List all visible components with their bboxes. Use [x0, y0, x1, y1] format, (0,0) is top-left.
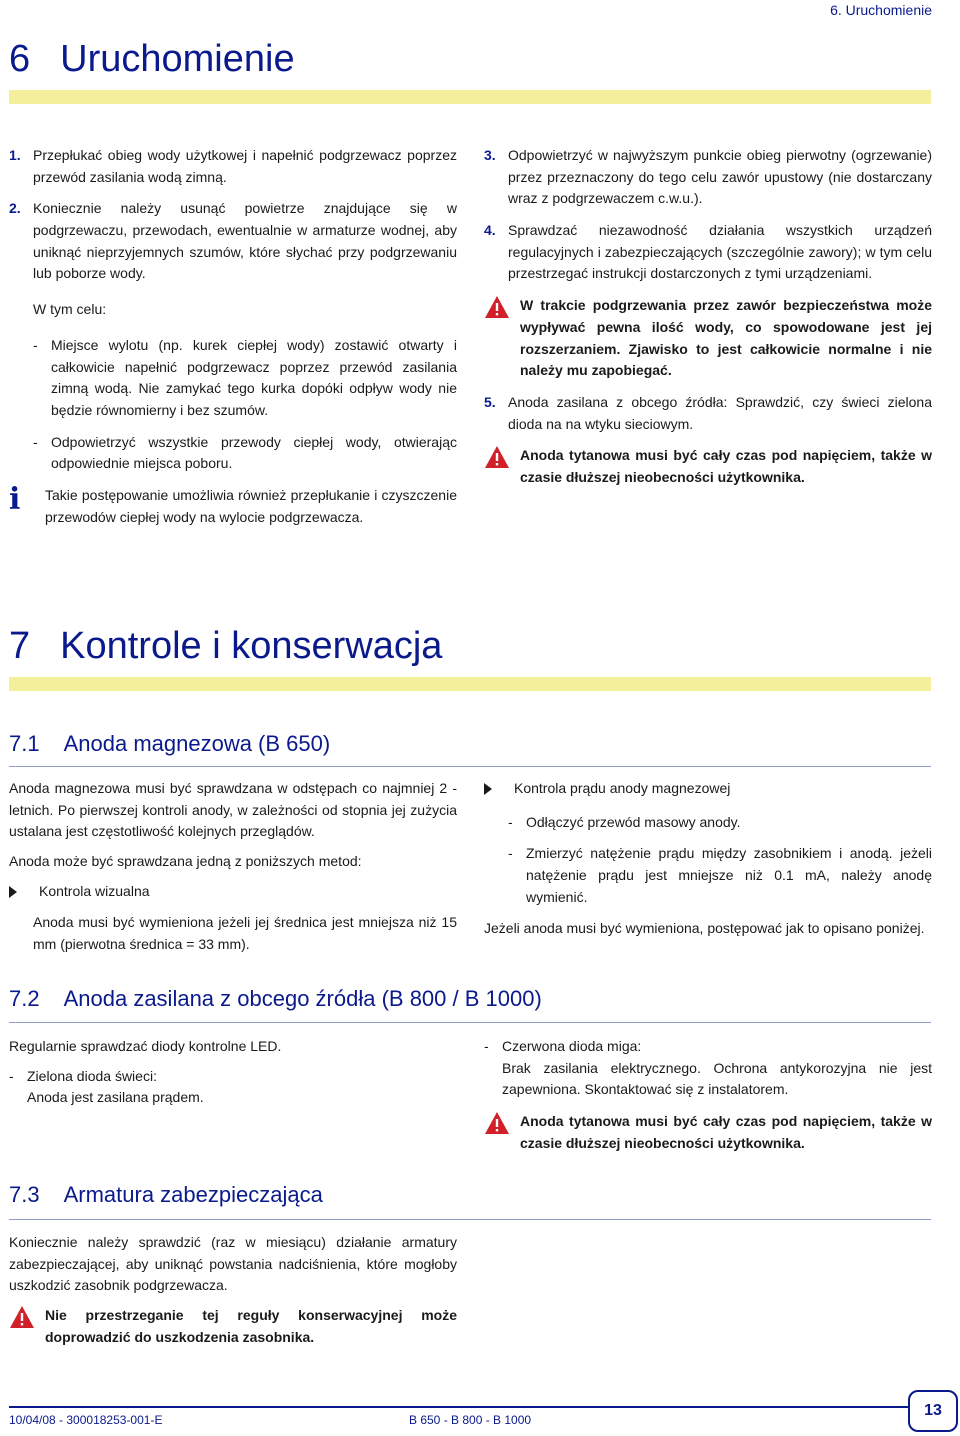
s72-left-column: Regularnie sprawdzać diody kontrolne LED. - Zielona dioda świeci: Anoda jest zasilana prądem.	[9, 1036, 457, 1119]
list-item: - Czerwona dioda miga: Brak zasilania elektrycznego. Ochrona antykorozyjna nie jest zapewniona. Skontaktować się z instalatorem.	[484, 1038, 932, 1098]
s71-left-column: Anoda magnezowa musi być sprawdzana w odstępach co najmniej 2 - letnich. Po pierwszej kontroli anody, w zależności od stopnia jej zużycia ustalana jest częstotliwość kolejnych przeglądów. Anoda może być sprawdzana jedną z poniższych metod: Kontrola wizualna Anoda musi być wymieniona jeżeli jej średnica jest mniejsza niż 15 mm (pierwotna średnica = 33 mm).	[9, 780, 457, 953]
section-rule	[9, 1219, 931, 1220]
s72-right-column	[484, 1036, 932, 1164]
warning-icon	[484, 295, 510, 319]
chapter-title: Kontrole i konserwacja	[60, 625, 443, 667]
warning-note: W trakcie podgrzewania przez zawór bezpieczeństwa może wypływać pewna ilość wody, co spowodowane jest jej rozszerzaniem. Zjawisko to jest całkowicie normalne i nie należy mu zapobiegać.	[484, 295, 932, 382]
warning-note: Nie przestrzeganie tej reguły konserwacyjnej może doprowadzić do uszkodzenia zasobnika.	[9, 1305, 457, 1348]
bullet-arrow-icon	[484, 783, 492, 795]
running-header: 6. Uruchomienie	[830, 2, 932, 18]
list-item: 1. Przepłukać obieg wody użytkowej i napełnić podgrzewacz poprzez przewód zasilania wodą zimną.	[9, 147, 457, 185]
section-rule	[9, 1022, 931, 1023]
section-rule	[9, 766, 931, 767]
bullet-arrow-icon	[9, 886, 17, 898]
warning-note: Anoda tytanowa musi być cały czas pod napięciem, także w czasie dłuższej nieobecności użytkownika.	[484, 1111, 932, 1154]
footer-rule	[9, 1406, 908, 1408]
ch6-right-column	[484, 145, 932, 499]
page-number-badge: 13	[908, 1390, 958, 1432]
footer-models: B 650 - B 800 - B 1000	[409, 1413, 532, 1427]
chapter-7-heading	[9, 627, 442, 665]
chapter-number: 6	[9, 38, 31, 80]
list-item: - Miejsce wylotu (np. kurek ciepłej wody) zostawić otwarty i całkowicie napełnić podgrzewacz poprzez przewód zasilania zimną wodą. Nie zamykać tego kurka dopóki odpływ wody nie będzie równomierny i bez szumów.	[33, 336, 457, 418]
warning-icon	[484, 445, 510, 469]
section-7-2-heading: 7.2 Anoda zasilana z obcego źródła (B 800 / B 1000)	[9, 986, 542, 1011]
s71-right-column: Kontrola prądu anody magnezowej - Odłączyć przewód masowy anody. - Zmierzyć natężenie prądu między zasobnikiem i anodą. jeżeli natężenie prądu jest mniejsze niż 0.1 mA, należy anodę wymienić. Jeżeli anoda musi być wymieniona, postępować jak to opisano poniżej.	[484, 780, 932, 937]
warning-icon	[484, 1111, 510, 1135]
list-item: 5. Anoda zasilana z obcego źródła: Sprawdzić, czy świeci zielona dioda na na wtyku sieciowym.	[484, 393, 932, 432]
chapter-rule	[9, 677, 931, 691]
chapter-rule	[9, 90, 931, 104]
info-note: i Takie postępowanie umożliwia również przepłukanie i czyszczenie przewodów ciepłej wody na wylocie podgrzewacza.	[9, 485, 457, 528]
chapter-title: Uruchomienie	[60, 38, 295, 80]
info-icon: i	[9, 481, 21, 517]
list-item: 4. Sprawdzać niezawodność działania wszystkich urządzeń regulacyjnych i zabezpieczających (szczególnie zawory); w tym celu przestrzegać instrukcji dostarczonych z tymi urządzeniami.	[484, 222, 932, 282]
paragraph: W tym celu:	[33, 301, 107, 318]
s73-column: Koniecznie należy sprawdzić (raz w miesiącu) działanie armatury zabezpieczającej, aby uniknąć powstania nadciśnienia, które mogłoby uszkodzić zasobnik podgrzewacza. Nie przestrzeganie tej reguły konserwacyjnej może doprowadzić do uszkodzenia zasobnika.	[9, 1232, 457, 1358]
section-7-3-heading: 7.3 Armatura zabezpieczająca	[9, 1182, 323, 1207]
section-7-1-heading: 7.1 Anoda magnezowa (B 650)	[9, 731, 331, 756]
list-item: 3. Odpowietrzyć w najwyższym punkcie obieg pierwotny (ogrzewanie) przez przeznaczony do tego celu zawór upustowy (nie dostarczany wraz z podgrzewaczem c.w.u.).	[484, 147, 932, 207]
footer-doc-number: 10/04/08 - 300018253-001-E	[9, 1413, 163, 1427]
warning-icon	[9, 1305, 35, 1329]
list-item: - Zielona dioda świeci: Anoda jest zasilana prądem.	[9, 1067, 204, 1106]
list-item: - Odpowietrzyć wszystkie przewody ciepłej wody, otwierając odpowiednie miejsca poboru.	[33, 433, 457, 472]
chapter-6-heading	[9, 40, 295, 78]
chapter-number: 7	[9, 625, 31, 667]
list-item: - Odłączyć przewód masowy anody.	[508, 813, 741, 830]
list-item: - Zmierzyć natężenie prądu między zasobnikiem i anodą. jeżeli natężenie prądu jest mniejsze niż 0.1 mA, należy anodę wymienić.	[508, 845, 932, 905]
list-item: Kontrola wizualna	[9, 881, 457, 903]
warning-note: Anoda tytanowa musi być cały czas pod napięciem, także w czasie dłuższej nieobecności użytkownika.	[484, 445, 932, 488]
list-item: Kontrola prądu anody magnezowej	[484, 778, 932, 800]
ch6-left-column	[9, 145, 457, 528]
list-item: 2. Koniecznie należy usunąć powietrze znajdujące się w podgrzewaczu, przewodach, ewentualnie w armaturze wodnej, aby uniknąć nieprzyjemnych szumów, które słychać przy podgrzewaniu lub poborze wody.	[9, 200, 457, 282]
